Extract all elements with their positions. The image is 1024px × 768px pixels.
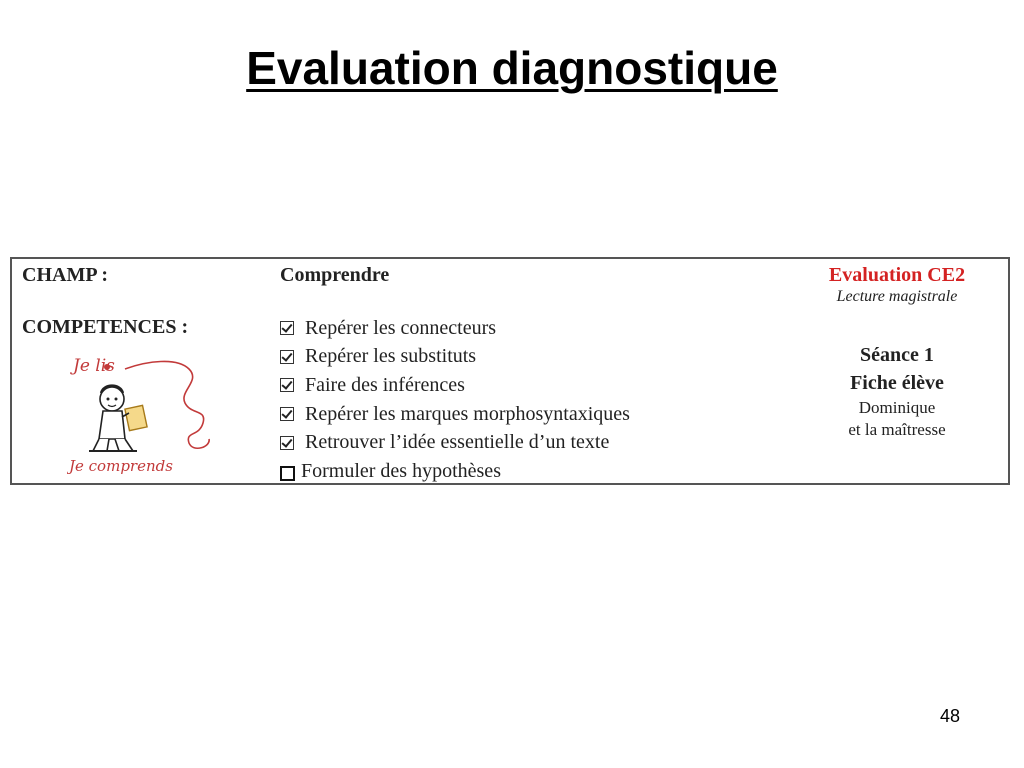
champ-value: Comprendre	[280, 264, 390, 286]
checkbox-checked-icon	[280, 350, 294, 364]
skill-item	[280, 457, 630, 486]
skill-label: Repérer les connecteurs	[305, 316, 497, 339]
checkbox-checked-icon	[280, 321, 294, 335]
logo-text-bottom: Je comprends	[69, 457, 173, 475]
skill-item	[280, 371, 630, 400]
skill-label: Retrouver l’idée essentielle d’un texte	[305, 431, 610, 454]
skill-label: Faire des inférences	[305, 373, 465, 396]
evaluation-info	[802, 263, 992, 441]
skill-item	[280, 428, 630, 457]
authors-line-2: et la maîtresse	[848, 420, 946, 439]
je-lis-je-comprends-logo-icon	[67, 347, 217, 479]
checkbox-checked-icon	[280, 436, 294, 450]
slide-title: Evaluation diagnostique	[246, 42, 778, 94]
logo-text-top: Je lis	[73, 356, 115, 376]
checkbox-empty-icon	[280, 466, 295, 481]
checkbox-checked-icon	[280, 407, 294, 421]
page-number: 48	[939, 706, 961, 726]
skill-label: Formuler des hypothèses	[301, 459, 501, 482]
champ-label: CHAMP :	[22, 264, 109, 286]
checkbox-checked-icon	[280, 378, 294, 392]
skill-label: Repérer les substituts	[305, 345, 477, 368]
seance-label: Séance 1	[860, 344, 934, 366]
skills-list	[280, 314, 630, 486]
authors-line-1: Dominique	[858, 398, 936, 417]
skill-item	[280, 400, 630, 429]
skill-label: Repérer les marques morphosyntaxiques	[305, 402, 630, 425]
lesson-info-card	[10, 257, 1010, 485]
skill-item	[280, 343, 630, 372]
evaluation-title: Evaluation CE2	[828, 264, 966, 286]
evaluation-subtitle: Lecture magistrale	[836, 288, 958, 305]
skill-item	[280, 314, 630, 343]
competences-label: COMPETENCES :	[22, 316, 189, 338]
fiche-label: Fiche élève	[850, 372, 944, 394]
